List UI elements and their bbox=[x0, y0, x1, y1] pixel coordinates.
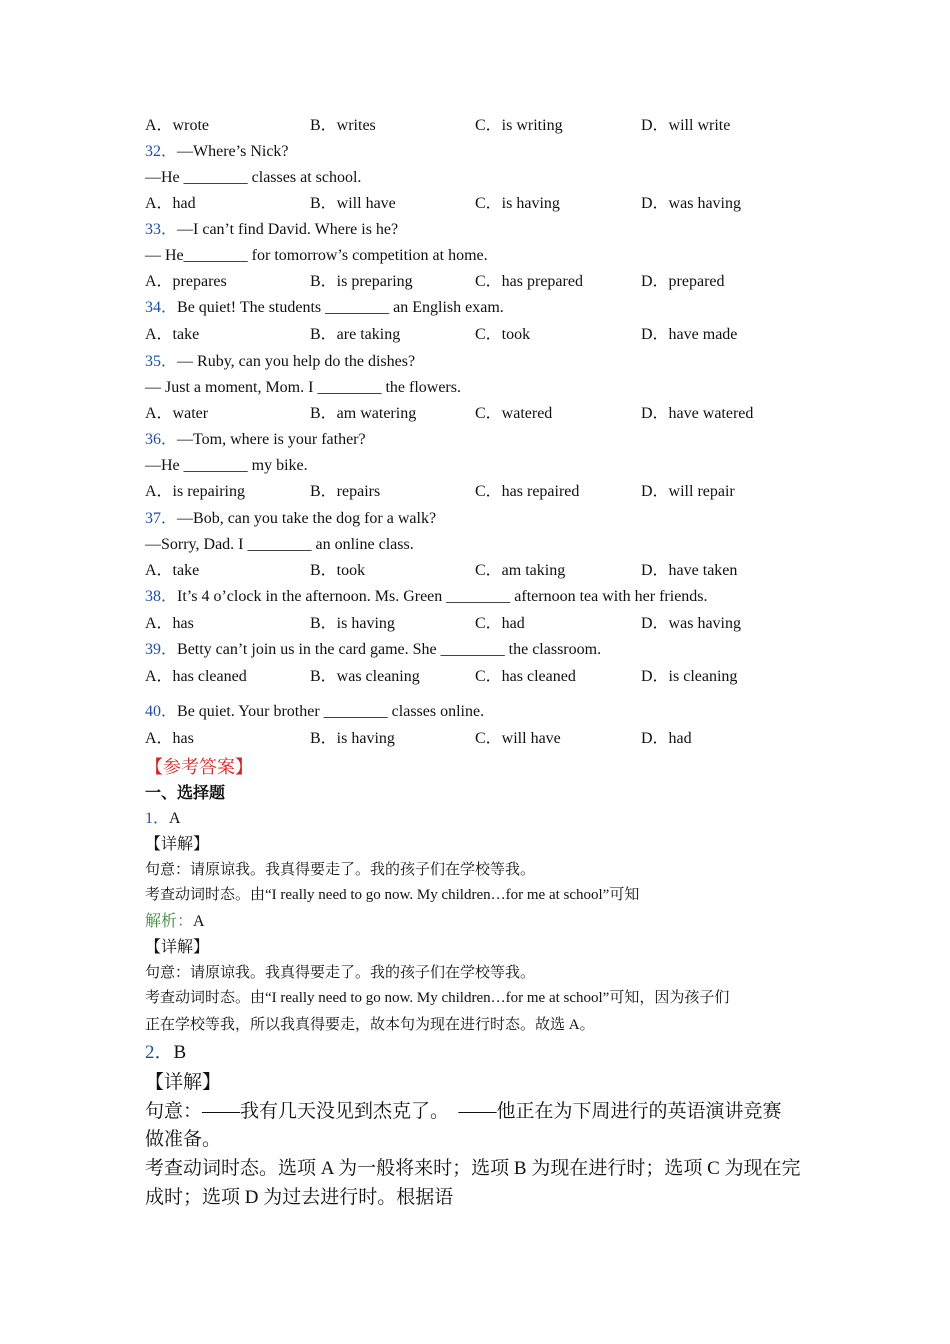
answer-1-number: 1． bbox=[145, 810, 170, 827]
q33-line1: —I can’t find David. Where is he? bbox=[177, 221, 399, 238]
q33-option-b: B．is preparing bbox=[310, 273, 413, 290]
detail-label-1: 【详解】 bbox=[145, 836, 210, 853]
q34-option-b: B．are taking bbox=[310, 326, 401, 343]
answer-2-analysis-line2: 成时；选项 D 为过去进行时。根据语 bbox=[145, 1187, 454, 1208]
q36-option-a: A．is repairing bbox=[145, 483, 245, 500]
detail-label-3: 【详解】 bbox=[145, 1072, 222, 1093]
jiexi-label: 解析： bbox=[145, 913, 194, 930]
q32-stem bbox=[145, 142, 289, 162]
q36-line1: —Tom, where is your father? bbox=[177, 431, 366, 448]
answer-1-analysis-line1: 考查动词时态。由“I really need to go now. My children…for me at school”可知，因为孩子们 bbox=[145, 990, 730, 1006]
q33-stem bbox=[145, 220, 398, 240]
q39-line1: Betty can’t join us in the card game. She ________ the classroom. bbox=[177, 641, 602, 658]
q40-number: 40． bbox=[145, 703, 178, 720]
q31-option-d: D．will write bbox=[641, 117, 731, 134]
q40-line1: Be quiet. Your brother ________ classes online. bbox=[177, 703, 485, 720]
q37-option-d: D．have taken bbox=[641, 562, 738, 579]
q37-option-a: A．take bbox=[145, 562, 200, 579]
q37-number: 37． bbox=[145, 510, 178, 527]
q31-option-b: B．writes bbox=[310, 117, 376, 134]
answer-2-meaning-line1: 句意：——我有几天没见到杰克了。 ——他正在为下周进行的英语演讲竞赛 bbox=[145, 1101, 782, 1122]
q35-number: 35． bbox=[145, 353, 178, 370]
q34-option-a: A．take bbox=[145, 326, 200, 343]
q33-option-d: D．prepared bbox=[641, 273, 725, 290]
q32-option-c: C．is having bbox=[475, 195, 560, 212]
q38-number: 38． bbox=[145, 588, 178, 605]
q35-option-d: D．have watered bbox=[641, 405, 754, 422]
q33-line2: — He________ for tomorrow’s competition at home. bbox=[145, 247, 488, 264]
q32-line2: —He ________ classes at school. bbox=[145, 169, 362, 186]
q33-option-a: A．prepares bbox=[145, 273, 227, 290]
q38-stem bbox=[145, 587, 708, 607]
q34-line1: Be quiet! The students ________ an English exam. bbox=[177, 299, 504, 316]
q40-stem bbox=[145, 702, 484, 722]
q38-line1: It’s 4 o’clock in the afternoon. Ms. Green ________ afternoon tea with her friends. bbox=[177, 588, 708, 605]
q39-option-b: B．was cleaning bbox=[310, 668, 420, 685]
q36-option-b: B．repairs bbox=[310, 483, 381, 500]
answer-1-value: A bbox=[169, 810, 181, 827]
answer-1-meaning-repeat: 句意：请原谅我。我真得要走了。我的孩子们在学校等我。 bbox=[145, 965, 536, 981]
answer-2-number: 2． bbox=[145, 1042, 174, 1063]
answer-2-meaning-line2: 做准备。 bbox=[145, 1129, 222, 1150]
q34-number: 34． bbox=[145, 299, 178, 316]
q38-option-d: D．was having bbox=[641, 615, 741, 632]
q36-line2: —He ________ my bike. bbox=[145, 457, 308, 474]
q39-number: 39． bbox=[145, 641, 178, 658]
q32-option-a: A．had bbox=[145, 195, 196, 212]
section-title: 一、选择题 bbox=[145, 785, 226, 802]
q37-line2: —Sorry, Dad. I ________ an online class. bbox=[145, 536, 414, 553]
q33-option-c: C．has prepared bbox=[475, 273, 583, 290]
jiexi-value: A bbox=[193, 913, 205, 930]
q35-option-b: B．am watering bbox=[310, 405, 417, 422]
q37-option-b: B．took bbox=[310, 562, 366, 579]
q38-option-c: C．had bbox=[475, 615, 525, 632]
q39-option-d: D．is cleaning bbox=[641, 668, 738, 685]
q35-option-c: C．watered bbox=[475, 405, 553, 422]
q40-option-b: B．is having bbox=[310, 730, 395, 747]
answer-2-analysis-line1: 考查动词时态。选项 A 为一般将来时；选项 B 为现在进行时；选项 C 为现在完 bbox=[145, 1158, 801, 1179]
q35-option-a: A．water bbox=[145, 405, 209, 422]
q31-option-c: C．is writing bbox=[475, 117, 563, 134]
q36-option-c: C．has repaired bbox=[475, 483, 580, 500]
jiexi bbox=[145, 912, 205, 932]
q37-option-c: C．am taking bbox=[475, 562, 566, 579]
q40-option-a: A．has bbox=[145, 730, 194, 747]
q35-line1: — Ruby, can you help do the dishes? bbox=[177, 353, 416, 370]
q38-option-b: B．is having bbox=[310, 615, 395, 632]
q36-option-d: D．will repair bbox=[641, 483, 735, 500]
answer-1-analysis-line2: 正在学校等我，所以我真得要走，故本句为现在进行时态。故选 A。 bbox=[145, 1017, 595, 1033]
q40-option-d: D．had bbox=[641, 730, 692, 747]
q39-stem bbox=[145, 640, 601, 660]
q32-number: 32． bbox=[145, 143, 178, 160]
q35-line2: — Just a moment, Mom. I ________ the flowers. bbox=[145, 379, 461, 396]
q31-option-a: A．wrote bbox=[145, 117, 209, 134]
q34-option-c: C．took bbox=[475, 326, 531, 343]
answer-1-meaning: 句意：请原谅我。我真得要走了。我的孩子们在学校等我。 bbox=[145, 862, 536, 878]
q34-stem bbox=[145, 298, 504, 318]
q37-line1: —Bob, can you take the dog for a walk? bbox=[177, 510, 437, 527]
q39-option-a: A．has cleaned bbox=[145, 668, 247, 685]
q39-option-c: C．has cleaned bbox=[475, 668, 576, 685]
answer-1 bbox=[145, 809, 181, 829]
q40-option-c: C．will have bbox=[475, 730, 561, 747]
q34-option-d: D．have made bbox=[641, 326, 738, 343]
q32-line1: —Where’s Nick? bbox=[177, 143, 289, 160]
q36-number: 36． bbox=[145, 431, 178, 448]
q35-stem bbox=[145, 352, 415, 372]
q32-option-b: B．will have bbox=[310, 195, 396, 212]
q33-number: 33． bbox=[145, 221, 178, 238]
q38-option-a: A．has bbox=[145, 615, 194, 632]
answer-1-analysis-short: 考查动词时态。由“I really need to go now. My children…for me at school”可知 bbox=[145, 887, 640, 903]
q32-option-d: D．was having bbox=[641, 195, 741, 212]
answer-2 bbox=[145, 1041, 186, 1065]
answer-2-value: B bbox=[173, 1042, 187, 1063]
q36-stem bbox=[145, 430, 366, 450]
answer-heading: 【参考答案】 bbox=[145, 757, 253, 777]
q37-stem bbox=[145, 509, 436, 529]
detail-label-2: 【详解】 bbox=[145, 939, 210, 956]
